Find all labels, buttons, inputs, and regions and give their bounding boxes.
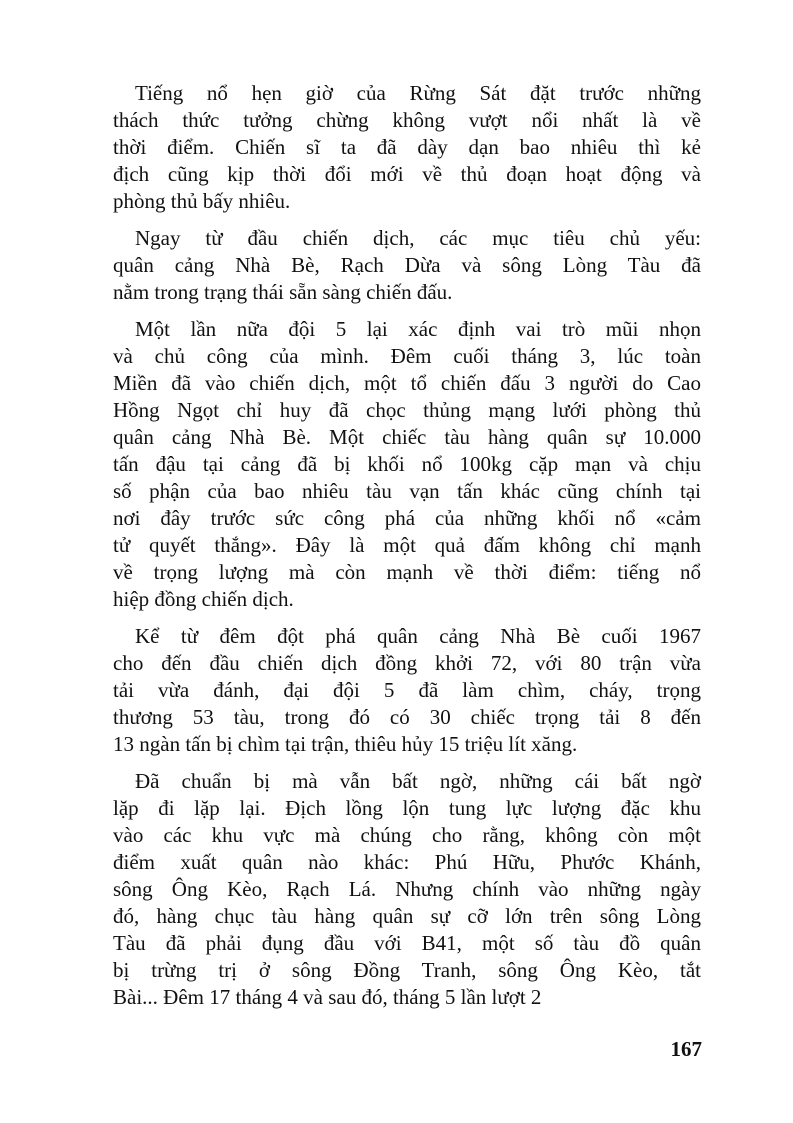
text-line: sông Ông Kèo, Rạch Lá. Nhưng chính vào những ngày: [113, 877, 701, 901]
text-line: quân cảng Nhà Bè. Một chiếc tàu hàng quân sự 10.000: [113, 425, 701, 449]
text-line: Đã chuẩn bị mà vẫn bất ngờ, những cái bất ngờ: [135, 769, 701, 793]
text-line: Một lần nữa đội 5 lại xác định vai trò mũi nhọn: [135, 317, 701, 341]
text-line: đó, hàng chục tàu hàng quân sự cỡ lớn trên sông Lòng: [113, 904, 701, 928]
page-body: [113, 80, 701, 1021]
page-number: 167: [670, 1037, 702, 1061]
text-line: Hồng Ngọt chỉ huy đã chọc thủng mạng lưới phòng thủ: [113, 398, 701, 422]
text-line: thách thức tưởng chừng không vượt nổi nhất là về: [113, 108, 701, 132]
text-line: Ngay từ đầu chiến dịch, các mục tiêu chủ yếu:: [135, 226, 701, 250]
text-line: tải vừa đánh, đại đội 5 đã làm chìm, cháy, trọng: [113, 678, 701, 702]
text-line: tấn đậu tại cảng đã bị khối nổ 100kg cặp mạn và chịu: [113, 452, 701, 476]
text-line: và chủ công của mình. Đêm cuối tháng 3, lúc toàn: [113, 344, 701, 368]
text-line: thương 53 tàu, trong đó có 30 chiếc trọng tải 8 đến: [113, 705, 701, 729]
paragraph: [113, 316, 701, 613]
text-line: địch cũng kịp thời đổi mới về thủ đoạn hoạt động và: [113, 162, 701, 186]
text-line: Tàu đã phải đụng đầu với B41, một số tàu đồ quân: [113, 931, 701, 955]
text-line: Miền đã vào chiến dịch, một tổ chiến đấu 3 người do Cao: [113, 371, 701, 395]
text-line: thời điểm. Chiến sĩ ta đã dày dạn bao nhiêu thì kẻ: [113, 135, 701, 159]
text-line: bị trừng trị ở sông Đồng Tranh, sông Ông Kèo, tắt: [113, 958, 701, 982]
text-line: số phận của bao nhiêu tàu vạn tấn khác cũng chính tại: [113, 479, 701, 503]
text-line: nằm trong trạng thái sẵn sàng chiến đấu.: [113, 280, 453, 304]
text-line: Kể từ đêm đột phá quân cảng Nhà Bè cuối 1967: [135, 624, 701, 648]
text-line: Tiếng nổ hẹn giờ của Rừng Sát đặt trước những: [135, 81, 701, 105]
paragraph: [113, 80, 701, 215]
paragraph: [113, 623, 701, 758]
text-line: lặp đi lặp lại. Địch lồng lộn tung lực lượng đặc khu: [113, 796, 701, 820]
text-line: phòng thủ bấy nhiêu.: [113, 189, 291, 213]
text-line: tử quyết thắng». Đây là một quả đấm không chỉ mạnh: [113, 533, 701, 557]
text-line: 13 ngàn tấn bị chìm tại trận, thiêu hủy 15 triệu lít xăng.: [113, 732, 578, 756]
text-line: nơi đây trước sức công phá của những khối nổ «cảm: [113, 506, 701, 530]
paragraph: [113, 768, 701, 1011]
text-line: quân cảng Nhà Bè, Rạch Dừa và sông Lòng Tàu đã: [113, 253, 701, 277]
text-line: vào các khu vực mà chúng cho rằng, không còn một: [113, 823, 701, 847]
text-line: hiệp đồng chiến dịch.: [113, 587, 294, 611]
text-line: Bài... Đêm 17 tháng 4 và sau đó, tháng 5 lần lượt 2: [113, 985, 542, 1009]
paragraph: [113, 225, 701, 306]
text-line: cho đến đầu chiến dịch đồng khởi 72, với 80 trận vừa: [113, 651, 701, 675]
text-line: điểm xuất quân nào khác: Phú Hữu, Phước Khánh,: [113, 850, 701, 874]
text-line: về trọng lượng mà còn mạnh về thời điểm: tiếng nổ: [113, 560, 701, 584]
